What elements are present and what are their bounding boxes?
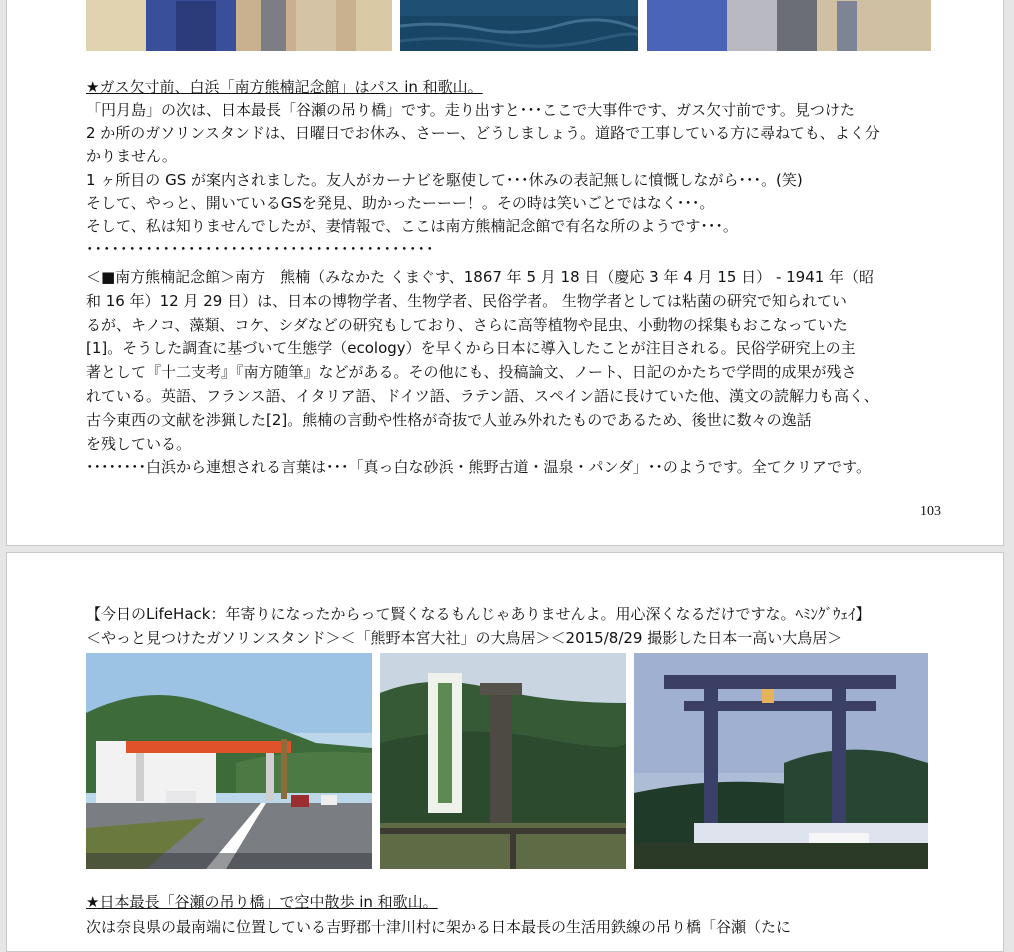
text-line: 古今東西の文献を渉猟した[2]。熊楠の言動や性格が奇抜で人並み外れたものであるため、後世に数々の逸話 xyxy=(86,410,812,429)
lifehack-quote: 【今日のLifeHack：年寄りになったからって賢くなるもんじゃありませんよ。用心深くなるだけですな。ﾍﾐﾝｸﾞｳｪｲ】 xyxy=(86,605,871,623)
photo-giant-torii xyxy=(634,653,928,869)
photo-gas-station xyxy=(86,653,372,869)
photo-couple-beach xyxy=(86,0,392,51)
section-heading-tanize-bridge: ★日本最長「谷瀬の吊り橋」で空中散歩 in 和歌山。 xyxy=(86,893,438,911)
photo-couple-bridge xyxy=(647,0,931,51)
photo-sea xyxy=(400,0,638,51)
section-heading-shirahama: ★ガス欠寸前、白浜「南方熊楠記念館」はパス in 和歌山。 xyxy=(86,78,483,96)
text-line: ＜■南方熊楠記念館＞南方 熊楠（みなかた くまぐす、1867 年 5 月 18 日（慶応 3 年 4 月 15 日） - 1941 年（昭 xyxy=(86,268,875,286)
body-paragraph-gas xyxy=(86,99,966,261)
text-line: 「円月島」の次は、日本最長「谷瀬の吊り橋」です。走り出すと･･･ここで大事件です、ガス欠寸前です。見つけた xyxy=(86,101,855,119)
dotted-separator: ･････････････････････････････････････････ xyxy=(86,240,435,259)
text-line: [1]。そうした調査に基づいて生態学（ecology）を早くから日本に導入したことが注目される。民俗学研究上の主 xyxy=(86,339,856,358)
body-paragraph-minakata xyxy=(86,266,966,480)
photo-captions: ＜やっと見つけたガソリンスタンド＞＜「熊野本宮大社」の大鳥居＞＜2015/8/29 撮影した日本一高い大鳥居＞ xyxy=(86,629,843,647)
text-line: そして、私は知りませんでしたが、妻情報で、ここは南方熊楠記念館で有名な所のようです･･･。 xyxy=(86,217,738,236)
photo-kumano-torii xyxy=(380,653,626,869)
text-line: 1 ヶ所目の GS が案内されました。友人がカーナビを駆使して･･･休みの表記無しに憤慨しながら･･･。(笑) xyxy=(86,170,803,189)
text-line: 著として『十二支考』『南方随筆』などがある。その他にも、投稿論文、ノート、日記のかたちで学問的成果が残さ xyxy=(86,363,857,382)
document-page-103 xyxy=(6,0,1004,546)
document-page-104 xyxy=(6,552,1004,952)
text-line: かりません。 xyxy=(86,147,177,166)
text-line: ････････白浜から連想される言葉は･･･「真っ白な砂浜・熊野古道・温泉・パンダ」･･のようです。全てクリアです。 xyxy=(86,458,871,477)
page-number: 103 xyxy=(920,504,941,519)
text-line: 和 16 年）12 月 29 日）は、日本の博物学者、生物学者、民俗学者。 生物学者としては粘菌の研究で知られてい xyxy=(86,291,847,310)
text-line: れている。英語、フランス語、イタリア語、ドイツ語、ラテン語、スペイン語に長けていた他、漢文の読解力も高く、 xyxy=(86,386,879,405)
text-line: を残している。 xyxy=(86,434,192,453)
body-line-tanize: 次は奈良県の最南端に位置している吉野郡十津川村に架かる日本最長の生活用鉄線の吊り橋「谷瀬（たに xyxy=(86,918,792,936)
text-line: るが、キノコ、藻類、コケ、シダなどの研究もしており、さらに高等植物や昆虫、小動物の採集もおこなっていた xyxy=(86,315,848,334)
text-line: 2 か所のガソリンスタンドは、日曜日でお休み、さーー、どうしましょう。道路で工事している方に尋ねても、よく分 xyxy=(86,124,880,143)
text-line: そして、やっと、開いているGSを発見、助かったーーー！。その時は笑いごとではなく･･･。 xyxy=(86,193,715,212)
